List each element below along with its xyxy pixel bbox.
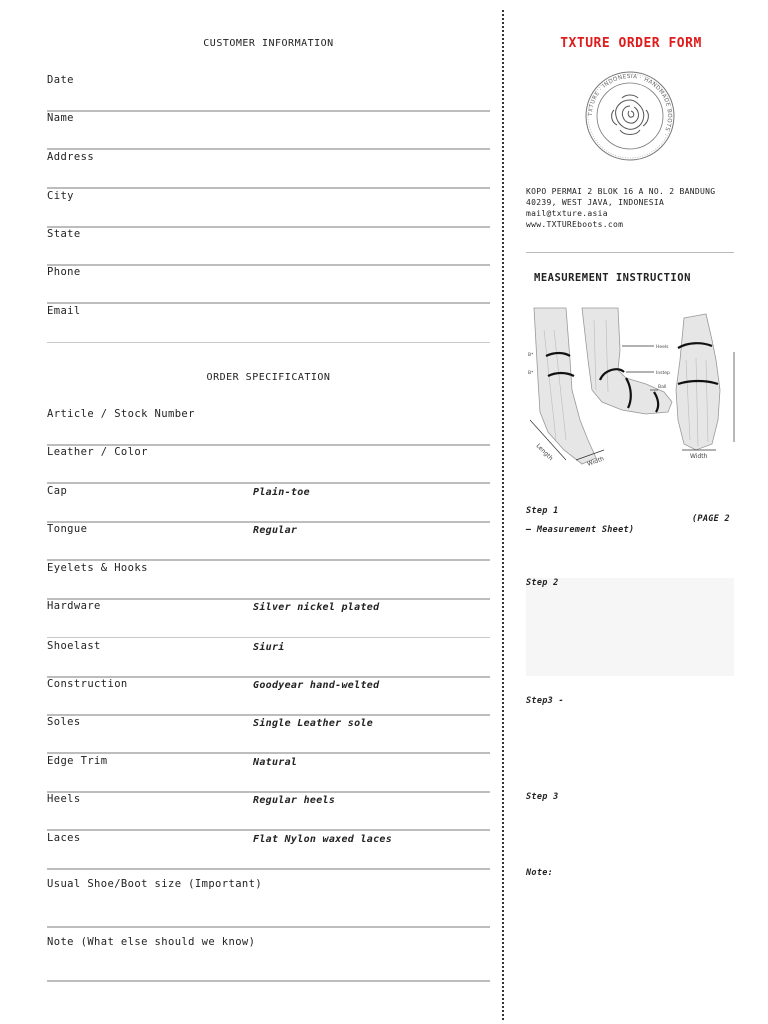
field-label: Note (What else should we know) bbox=[47, 936, 256, 948]
label-instep: Instep bbox=[656, 371, 670, 376]
field-line bbox=[47, 980, 490, 982]
label-width: Width bbox=[586, 455, 606, 468]
spec-value: Regular heels bbox=[253, 795, 336, 806]
field-email[interactable] bbox=[47, 305, 490, 343]
field-line bbox=[47, 926, 490, 928]
spec-value: Regular bbox=[253, 525, 298, 536]
brand-title: TXTURE ORDER FORM bbox=[560, 36, 702, 51]
seal-ring-text: TXTURE · INDONESIA · HANDMADE BOOTS · bbox=[587, 73, 673, 137]
field-label: Email bbox=[47, 305, 81, 317]
step-1-page-note: (PAGE 2 bbox=[692, 514, 730, 524]
field-line bbox=[47, 868, 490, 870]
spec-value: Single Leather sole bbox=[253, 718, 374, 729]
field-article[interactable] bbox=[47, 408, 490, 446]
measurement-title: MEASUREMENT INSTRUCTION bbox=[534, 272, 691, 284]
field-label: City bbox=[47, 190, 74, 202]
field-line bbox=[47, 302, 490, 304]
spec-row[interactable] bbox=[47, 755, 490, 793]
spec-label: Soles bbox=[47, 716, 81, 728]
label-width-top: Width bbox=[690, 453, 708, 460]
step-1-sheet-note: — Measurement Sheet) bbox=[526, 525, 635, 535]
label-b2: B* bbox=[528, 371, 534, 376]
svg-text:B* bbox=[528, 370, 534, 376]
spec-value: Siuri bbox=[253, 642, 285, 653]
address-line: 40239, WEST JAVA, INDONESIA bbox=[526, 198, 665, 207]
spec-row[interactable] bbox=[47, 523, 490, 561]
field-state[interactable] bbox=[47, 228, 490, 266]
field-label: Address bbox=[47, 151, 95, 163]
spec-row[interactable] bbox=[47, 678, 490, 716]
spec-row[interactable] bbox=[47, 793, 490, 831]
field-label: Name bbox=[47, 112, 74, 124]
svg-text:Width bbox=[690, 453, 708, 460]
field-line bbox=[47, 187, 490, 189]
field-label: Phone bbox=[47, 266, 81, 278]
field-line bbox=[47, 829, 490, 831]
spec-label: Heels bbox=[47, 793, 81, 805]
order-spec-title: ORDER SPECIFICATION bbox=[206, 372, 331, 383]
label-length: Length bbox=[534, 442, 555, 463]
spec-label: Hardware bbox=[47, 600, 101, 612]
foot-measurement-illustration bbox=[526, 300, 736, 480]
spec-row[interactable] bbox=[47, 562, 490, 600]
label-ball: Ball bbox=[658, 385, 667, 390]
address-line: KOPO PERMAI 2 BLOK 16 A NO. 2 BANDUNG bbox=[526, 187, 716, 196]
field-line bbox=[47, 342, 490, 343]
step-2: Step 2 bbox=[526, 578, 559, 588]
email-link[interactable]: mail@txture.asia bbox=[526, 209, 608, 218]
note-label: Note: bbox=[526, 868, 554, 878]
spec-row[interactable] bbox=[47, 832, 490, 870]
spec-row[interactable] bbox=[47, 485, 490, 523]
spec-value: Flat Nylon waxed laces bbox=[253, 834, 393, 845]
field-line bbox=[47, 148, 490, 150]
field-shoe-size[interactable] bbox=[47, 878, 490, 928]
brand-seal-logo bbox=[584, 70, 676, 162]
field-line bbox=[47, 482, 490, 484]
field-note[interactable] bbox=[47, 936, 490, 982]
field-leather[interactable] bbox=[47, 446, 490, 484]
field-name[interactable] bbox=[47, 112, 490, 150]
spec-label: Shoelast bbox=[47, 640, 101, 652]
label-heels: Heels bbox=[656, 345, 669, 350]
spec-value: Natural bbox=[253, 757, 298, 768]
spec-row[interactable] bbox=[47, 640, 490, 678]
field-label: State bbox=[47, 228, 81, 240]
spec-label: Laces bbox=[47, 832, 81, 844]
svg-text:Instep bbox=[656, 370, 670, 376]
spec-label: Construction bbox=[47, 678, 128, 690]
field-city[interactable] bbox=[47, 190, 490, 228]
spec-row[interactable] bbox=[47, 716, 490, 754]
field-phone[interactable] bbox=[47, 266, 490, 304]
spec-value: Goodyear hand-welted bbox=[253, 680, 380, 691]
label-b1: B* bbox=[528, 353, 534, 358]
field-line bbox=[47, 752, 490, 754]
step-3-b: Step 3 bbox=[526, 792, 559, 802]
section-rule bbox=[526, 252, 734, 253]
field-line bbox=[47, 559, 490, 561]
field-line bbox=[47, 637, 490, 638]
spec-label: Eyelets & Hooks bbox=[47, 562, 148, 574]
field-label: Usual Shoe/Boot size (Important) bbox=[47, 878, 263, 890]
step-2-box bbox=[526, 578, 734, 676]
svg-text:Heels bbox=[656, 344, 669, 350]
field-address[interactable] bbox=[47, 151, 490, 189]
spec-row[interactable] bbox=[47, 600, 490, 638]
field-label: Leather / Color bbox=[47, 446, 148, 458]
field-label: Article / Stock Number bbox=[47, 408, 195, 420]
spec-value: Silver nickel plated bbox=[253, 602, 380, 613]
field-date[interactable] bbox=[47, 74, 490, 112]
website-link[interactable]: www.TXTUREboots.com bbox=[526, 220, 624, 229]
column-divider bbox=[502, 10, 504, 1020]
step-1: Step 1 bbox=[526, 506, 559, 516]
svg-text:B* bbox=[528, 352, 534, 358]
svg-text:Ball bbox=[658, 384, 666, 390]
field-label: Date bbox=[47, 74, 74, 86]
step-3-a: Step3 - bbox=[526, 696, 564, 706]
svg-text:Length bbox=[535, 442, 555, 462]
brand-address bbox=[526, 186, 738, 230]
spec-value: Plain-toe bbox=[253, 487, 310, 498]
spec-label: Cap bbox=[47, 485, 68, 497]
customer-info-title: CUSTOMER INFORMATION bbox=[203, 38, 334, 49]
spec-label: Edge Trim bbox=[47, 755, 108, 767]
spec-label: Tongue bbox=[47, 523, 88, 535]
